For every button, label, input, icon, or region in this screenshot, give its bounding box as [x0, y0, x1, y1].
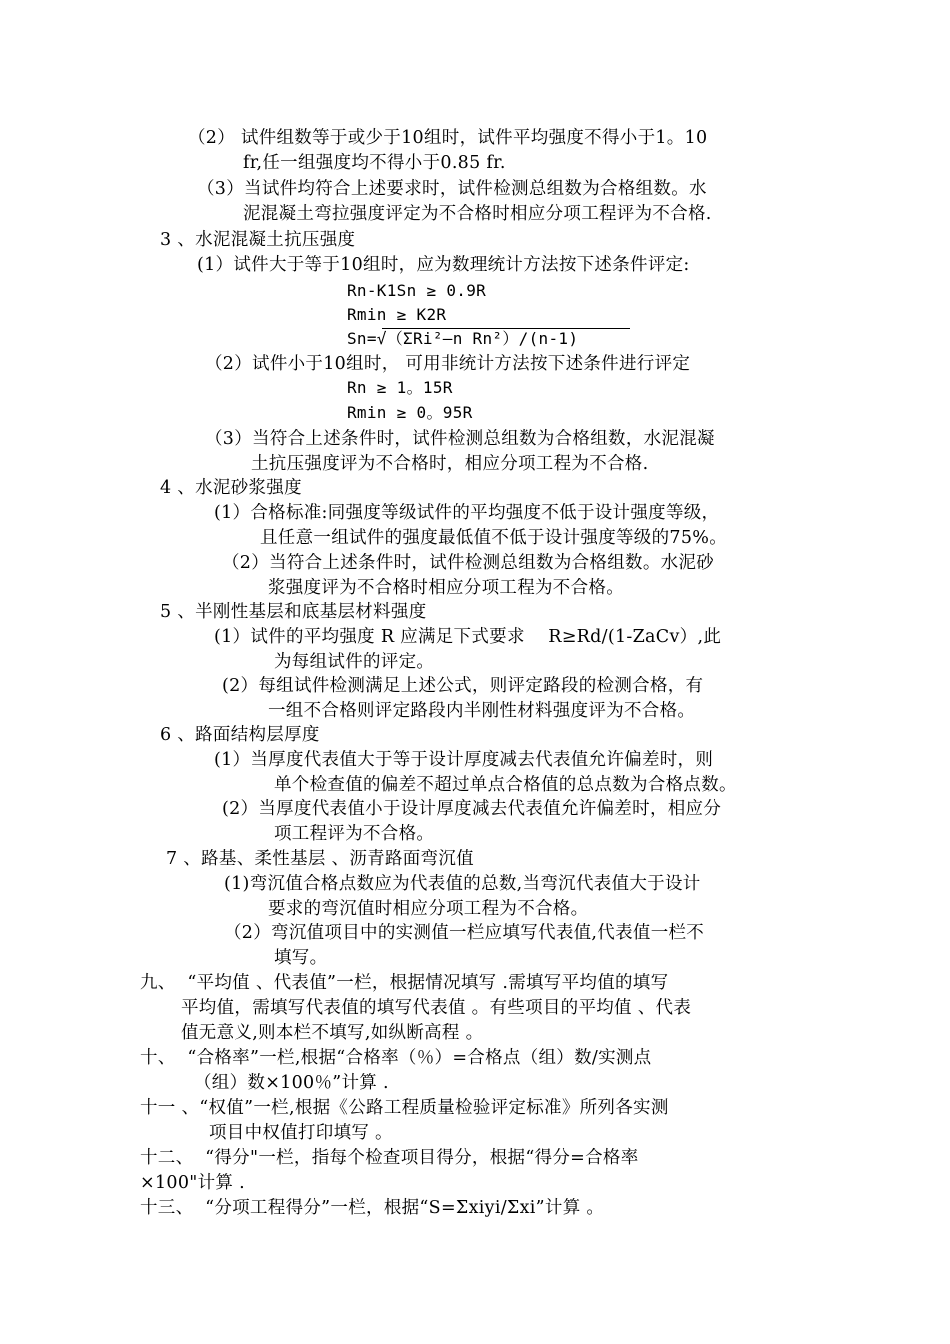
text-line: 土抗压强度评为不合格时，相应分项工程为不合格. — [251, 454, 649, 474]
numbered-paragraph: 十二、 “得分"一栏，指每个检查项目得分，根据“得分=合格率 — [140, 1148, 639, 1168]
text-line: 填写。 — [274, 948, 328, 968]
text-line: (1）合格标准:同强度等级试件的平均强度不低于设计强度等级， — [214, 503, 720, 523]
numbered-paragraph: 十、 “合格率”一栏,根据“合格率（％）=合格点（组）数/实测点 — [140, 1048, 652, 1068]
text-line: (1）试件大于等于10组时，应为数理统计方法按下述条件评定: — [197, 255, 690, 275]
text-line: （2）弯沉值项目中的实测值一栏应填写代表值,代表值一栏不 — [224, 923, 705, 943]
text-line: (1)弯沉值合格点数应为代表值的总数,当弯沉代表值大于设计 — [224, 874, 701, 894]
text-line: 且任意一组试件的强度最低值不低于设计强度等级的75%。 — [260, 528, 727, 548]
text-line: （3）当符合上述条件时，试件检测总组数为合格组数，水泥混凝 — [205, 429, 715, 449]
sqrt-overline — [382, 328, 630, 329]
text-line: 要求的弯沉值时相应分项工程为不合格。 — [268, 899, 589, 919]
text-line: 浆强度评为不合格时相应分项工程为不合格。 — [268, 578, 624, 598]
section-heading: 6 、路面结构层厚度 — [160, 725, 320, 745]
text-line: （2）当符合上述条件时，试件检测总组数为合格组数。水泥砂 — [222, 553, 715, 573]
text-line: (1）试件的平均强度 R 应满足下式要求 R≥Rd/(1-ZaCv）,此 — [214, 627, 722, 647]
formula-line: Rn-K1Sn ≥ 0.9R — [347, 281, 487, 300]
section-heading: 3 、水泥混凝土抗压强度 — [160, 230, 356, 250]
text-line: 项工程评为不合格。 — [274, 824, 435, 844]
text-line: 一组不合格则评定路段内半刚性材料强度评为不合格。 — [268, 701, 696, 721]
text-line: （3）当试件均符合上述要求时，试件检测总组数为合格组数。水 — [197, 179, 707, 199]
text-line: ×100"计算 . — [140, 1173, 245, 1193]
numbered-paragraph: 九、 “平均值 、代表值”一栏，根据情况填写 .需填写平均值的填写 — [140, 973, 669, 993]
formula-line: Rn ≥ 1。15R — [347, 378, 453, 397]
text-line: （组）数×100％”计算 . — [194, 1073, 389, 1093]
text-line: 值无意义,则本栏不填写,如纵断高程 。 — [181, 1023, 484, 1043]
text-line: 单个检查值的偏差不超过单点合格值的总点数为合格点数。 — [274, 775, 737, 795]
numbered-paragraph: 十一 、“权值”一栏,根据《公路工程质量检验评定标准》所列各实测 — [140, 1098, 669, 1118]
section-heading: 5 、半刚性基层和底基层材料强度 — [160, 602, 427, 622]
text-line: 项目中权值打印填写 。 — [209, 1123, 393, 1143]
text-line: （2） 试件组数等于或少于10组时，试件平均强度不得小于1。10 — [188, 128, 708, 148]
text-line: （2）试件小于10组时， 可用非统计方法按下述条件进行评定 — [205, 354, 691, 374]
formula-line: Rmin ≥ 0。95R — [347, 403, 473, 422]
text-line: 泥混凝土弯拉强度评定为不合格时相应分项工程评为不合格. — [243, 204, 712, 224]
text-line: (1）当厚度代表值大于等于设计厚度减去代表值允许偏差时，则 — [214, 750, 714, 770]
section-heading: 7 、路基、柔性基层 、沥青路面弯沉值 — [166, 849, 474, 869]
text-line: (2）当厚度代表值小于设计厚度减去代表值允许偏差时，相应分 — [222, 799, 722, 819]
formula-line: Sn=√（ΣRi²—n Rn²）/(n-1) — [347, 329, 579, 348]
formula-line: Rmin ≥ K2R — [347, 305, 447, 324]
numbered-paragraph: 十三、 “分项工程得分”一栏，根据“S=Σxiyi/Σxi”计算 。 — [140, 1198, 605, 1218]
text-line: 为每组试件的评定。 — [274, 652, 435, 672]
section-heading: 4 、水泥砂浆强度 — [160, 478, 302, 498]
text-line: 平均值，需填写代表值的填写代表值 。有些项目的平均值 、代表 — [181, 998, 692, 1018]
text-line: fr,任一组强度均不得小于0.85 fr. — [243, 153, 506, 173]
text-line: (2）每组试件检测满足上述公式，则评定路段的检测合格，有 — [222, 676, 704, 696]
